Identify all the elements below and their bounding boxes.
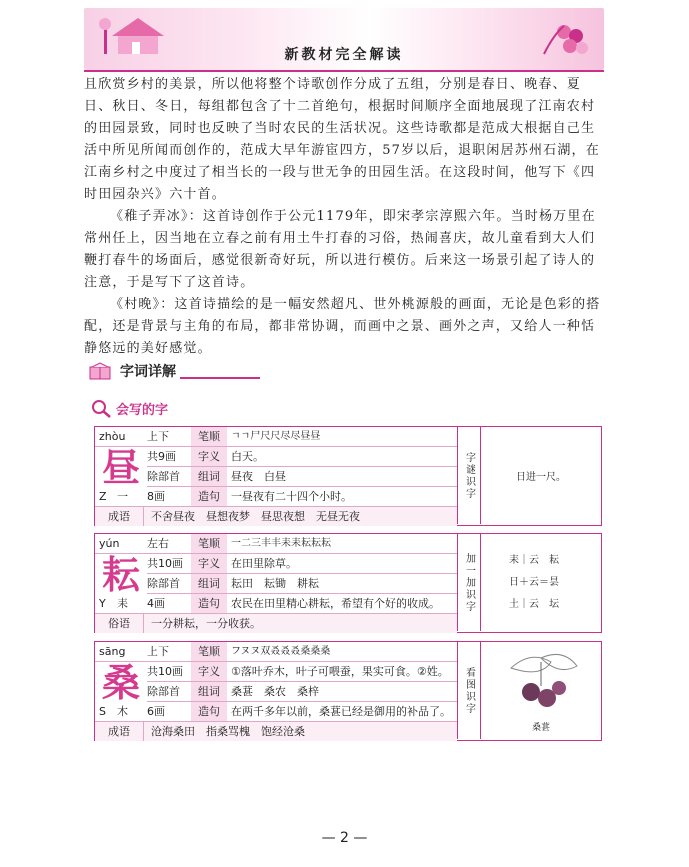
stroke-order: フヌヌ双叒叒叒桑桑桑 [231,646,331,657]
words: 桑葚 桑农 桑梓 [231,685,319,698]
sentence: 在两千多年以前，桑葚已经是御用的补品了。 [231,705,451,718]
structure: 上下 [147,645,169,658]
suyu-row [95,614,457,633]
section-underline [180,377,260,379]
group-label: 组词 [191,467,227,486]
char-card-yun [94,533,602,633]
meaning: ①落叶乔木，叶子可喂蚕，果实可食。②姓。 [231,665,449,678]
chengyu-row [95,507,457,526]
rest-strokes: 8画 [147,490,165,503]
index-letter: S [99,705,106,718]
char-card-sang [94,641,602,741]
pinyin: zhòu [99,430,126,443]
paragraph-intro: 且欣赏乡村的美景，所以他将整个诗歌创作分成了五组，分别是春日、晚春、夏日、秋日、冬日，每组都包含了十二首绝句，根据时间顺序全面地展现了江南农村的田园景致，同时也反映了当时农民的生活状况。这些诗歌都是范成大根据自己生活中所见所闻而创作的，范成大早年游宦四方，57岁以后，退职闲居苏州石湖，在江南乡村之中度过了相当长的一段与世无争的田园生活。在这段时间，他写下《四时田园杂兴》六十首。 [84,77,600,202]
radical: 木 [117,705,128,718]
meaning: 在田里除草。 [231,557,297,570]
structure: 上下 [147,430,169,443]
side-line: 日＋云＝昙 [509,577,559,588]
footer-text: 不舍昼夜 昼想夜梦 昼思夜想 无昼无夜 [151,510,360,523]
side-box [481,427,601,524]
paragraph-zhizi: 《稚子弄冰》：这首诗创作于公元1179年，即宋孝宗淳熙六年。当时杨万里在常州任上，因当地在立春之前有用土牛打春的习俗，热闹喜庆，故儿童看到大人们鞭打春牛的场面后，感觉很新奇好玩，所以进行模仿。后来这一场景引起了诗人的注意，于是写下了这首诗。 [84,209,596,290]
stroke-order: 一二三丰丰耒耒耘耘耘 [231,538,331,549]
words: 昼夜 白昼 [231,470,286,483]
hanzi-char: 昼 [101,445,140,490]
radical: 耒 [117,597,128,610]
sentence: 农民在田里精心耕耘，希望有个好的收成。 [231,597,440,610]
subsection-title: 会写的字 [116,402,169,418]
stroke-count: 共10画 [147,665,183,678]
pinyin: yún [99,537,120,550]
riddle-text: 日进一尺。 [516,472,566,483]
stroke-order-label: 笔顺 [191,427,227,446]
chengyu-row [95,722,457,741]
index-letter: Y [99,597,106,610]
footer-label: 成语 [95,722,144,741]
index-letter: Z [99,490,107,503]
rest-strokes: 4画 [147,597,165,610]
stroke-count: 共9画 [147,450,176,463]
structure: 左右 [147,537,169,550]
stroke-order-label: 笔顺 [191,534,227,553]
footer-label: 俗语 [95,614,144,633]
side-box [481,534,601,631]
char-card-zhou [94,426,602,526]
paragraph-cunwan: 《村晚》：这首诗描绘的是一幅安然超凡、世外桃源般的画面，无论是色彩的搭配，还是背景与主角的布局，都非常协调，而画中之景、画外之声，又给人一种恬静悠远的美好感觉。 [84,297,601,356]
sentence: 一昼夜有二十四个小时。 [231,490,352,503]
footer-label: 成语 [95,507,144,526]
radical: 一 [117,490,128,503]
sentence-label: 造句 [191,487,227,506]
radical-rest-label: 除部首 [147,577,180,590]
stroke-count: 共10画 [147,557,183,570]
meaning-label: 字义 [191,662,227,681]
side-label: 看图识字 [457,642,481,739]
mulberry-caption: 桑葚 [531,723,550,733]
pinyin: sāng [99,645,126,658]
side-label: 字谜识字 [457,427,481,524]
stroke-order-label: 笔顺 [191,642,227,661]
header-title: 新教材完全解读 [284,47,404,63]
sentence-label: 造句 [191,702,227,721]
group-label: 组词 [191,682,227,701]
footer-text: 沧海桑田 指桑骂槐 饱经沧桑 [151,725,305,738]
sentence-label: 造句 [191,594,227,613]
side-box [481,642,601,739]
footer-text: 一分耕耘，一分收获。 [151,617,261,630]
side-line: 耒｜云 耘 [509,555,559,566]
meaning: 白天。 [231,450,264,463]
stroke-order: ㄱㄱ尸尺尺尽尽昼昼 [231,431,321,442]
hanzi-char: 耘 [101,552,140,597]
radical-rest-label: 除部首 [147,470,180,483]
subsection-heading [90,398,168,418]
side-line: 土｜云 坛 [509,599,559,610]
words: 耘田 耘锄 耕耘 [231,577,319,590]
header-divider [84,70,604,72]
page-header [84,8,604,70]
side-label: 加一加识字 [457,534,481,631]
magnifier-icon [90,398,112,418]
hanzi-char: 桑 [101,660,140,705]
meaning-label: 字义 [191,554,227,573]
rest-strokes: 6画 [147,705,165,718]
section-heading [88,360,260,382]
book-icon [88,361,114,381]
page-number: — 2 — [321,830,368,846]
meaning-label: 字义 [191,447,227,466]
group-label: 组词 [191,574,227,593]
mulberry-illustration [501,648,581,718]
radical-rest-label: 除部首 [147,685,180,698]
section-title: 字词详解 [120,364,176,380]
